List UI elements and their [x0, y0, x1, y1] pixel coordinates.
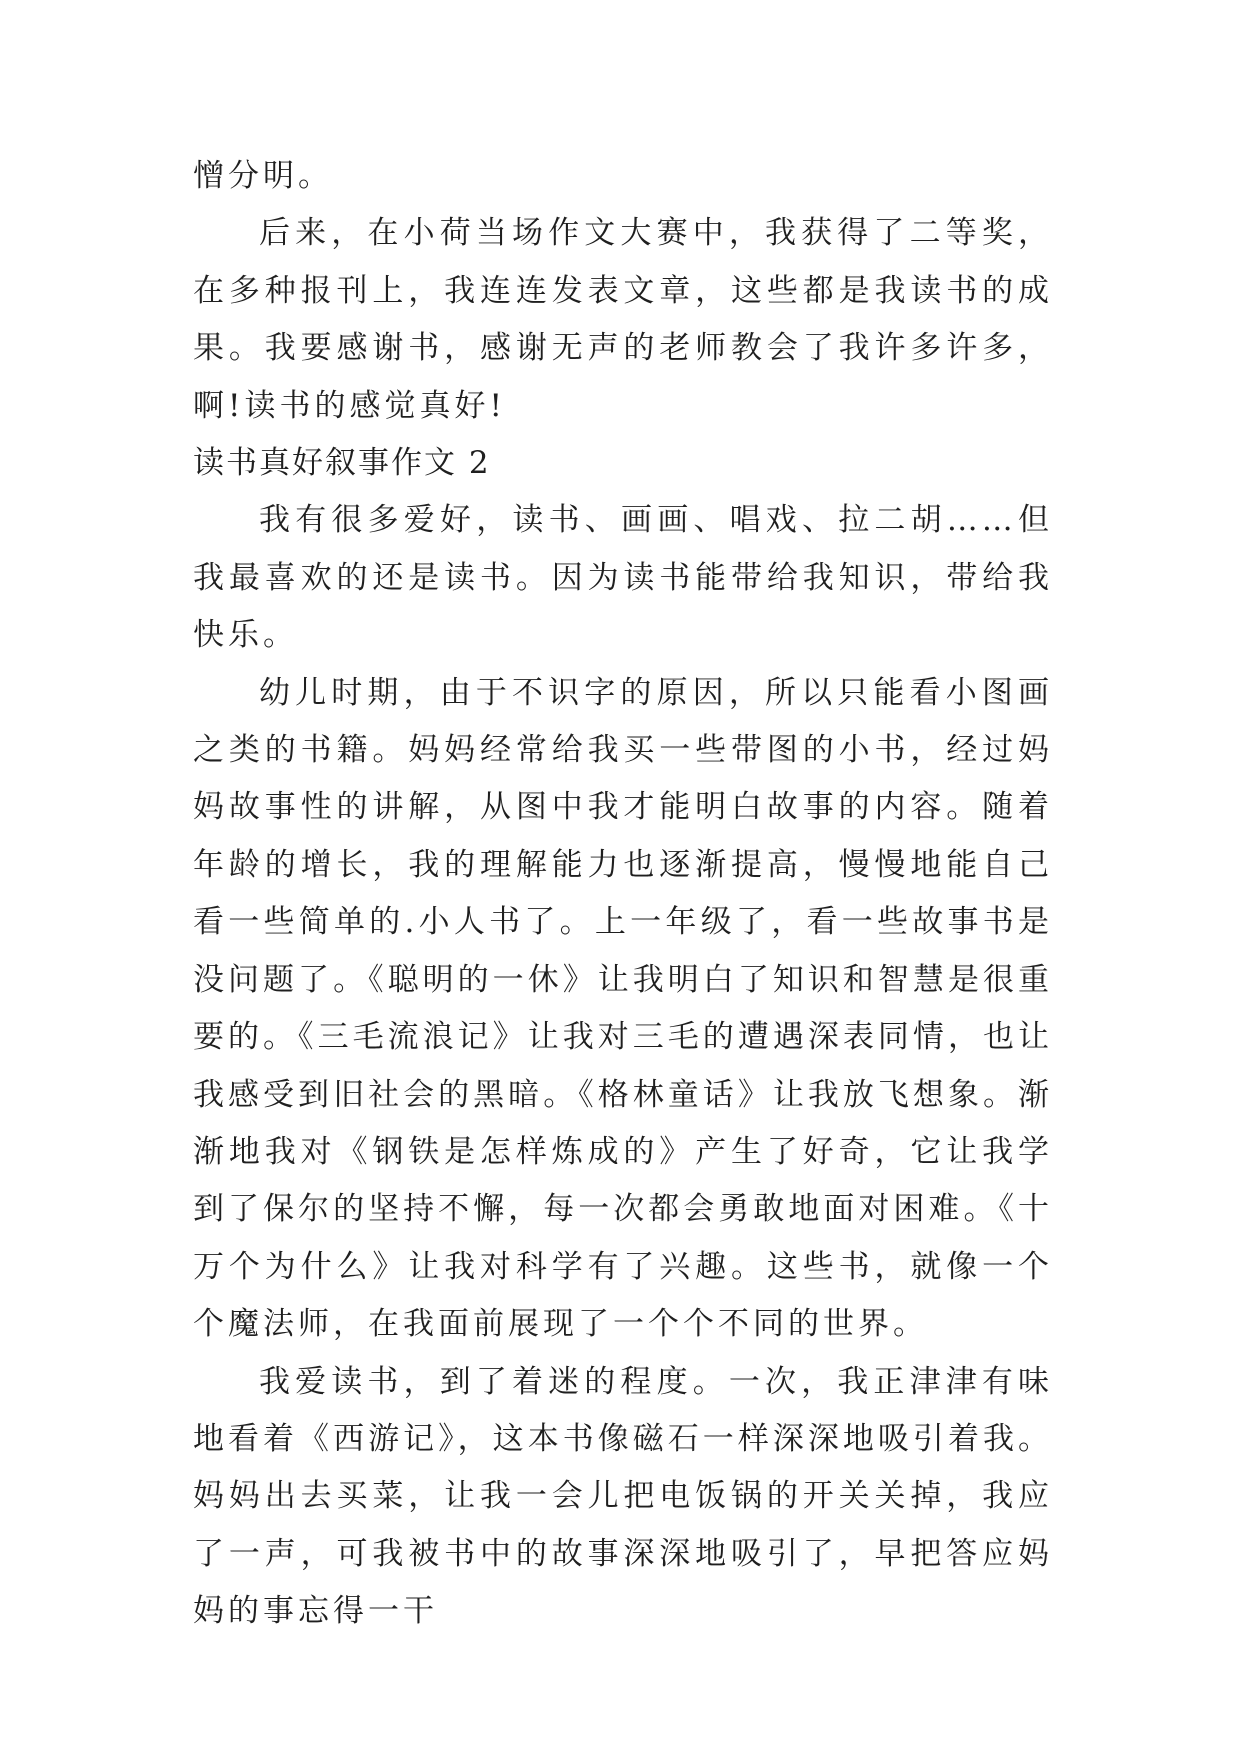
paragraph-closing: 后来，在小荷当场作文大赛中，我获得了二等奖，在多种报刊上，我连连发表文章，这些都是我读书的成果。我要感谢书，感谢无声的老师教会了我许多许多，啊!读书的感觉真好! [193, 215, 1053, 424]
essay-heading: 读书真好叙事作文 2 [193, 445, 491, 482]
paragraph-obsessed: 我爱读书，到了着迷的程度。一次，我正津津有味地看着《西游记》，这本书像磁石一样深深地吸引着我。妈妈出去买菜，让我一会儿把电饭锅的开关关掉，我应了一声，可我被书中的故事深深地吸引了，早把答应妈妈的事忘得一干 [193, 1363, 1053, 1630]
continuation-text: 憎分明。 [193, 158, 333, 194]
document-body [193, 148, 1053, 1641]
paragraph-hobbies: 我有很多爱好，读书、画画、唱戏、拉二胡……但我最喜欢的还是读书。因为读书能带给我知识，带给我快乐。 [193, 502, 1053, 654]
paragraph-childhood: 幼儿时期，由于不识字的原因，所以只能看小图画之类的书籍。妈妈经常给我买一些带图的小书，经过妈妈故事性的讲解，从图中我才能明白故事的内容。随着年龄的增长，我的理解能力也逐渐提高，慢慢地能自己看一些简单的.小人书了。上一年级了，看一些故事书是没问题了。《聪明的一休》让我明白了知识和智慧是很重要的。《三毛流浪记》让我对三毛的遭遇深表同情，也让我感受到旧社会的黑暗。《格林童话》让我放飞想象。渐渐地我对《钢铁是怎样炼成的》产生了好奇，它让我学到了保尔的坚持不懈，每一次都会勇敢地面对困难。《十万个为什么》让我对科学有了兴趣。这些书，就像一个个魔法师，在我面前展现了一个个不同的世界。 [193, 674, 1053, 1343]
